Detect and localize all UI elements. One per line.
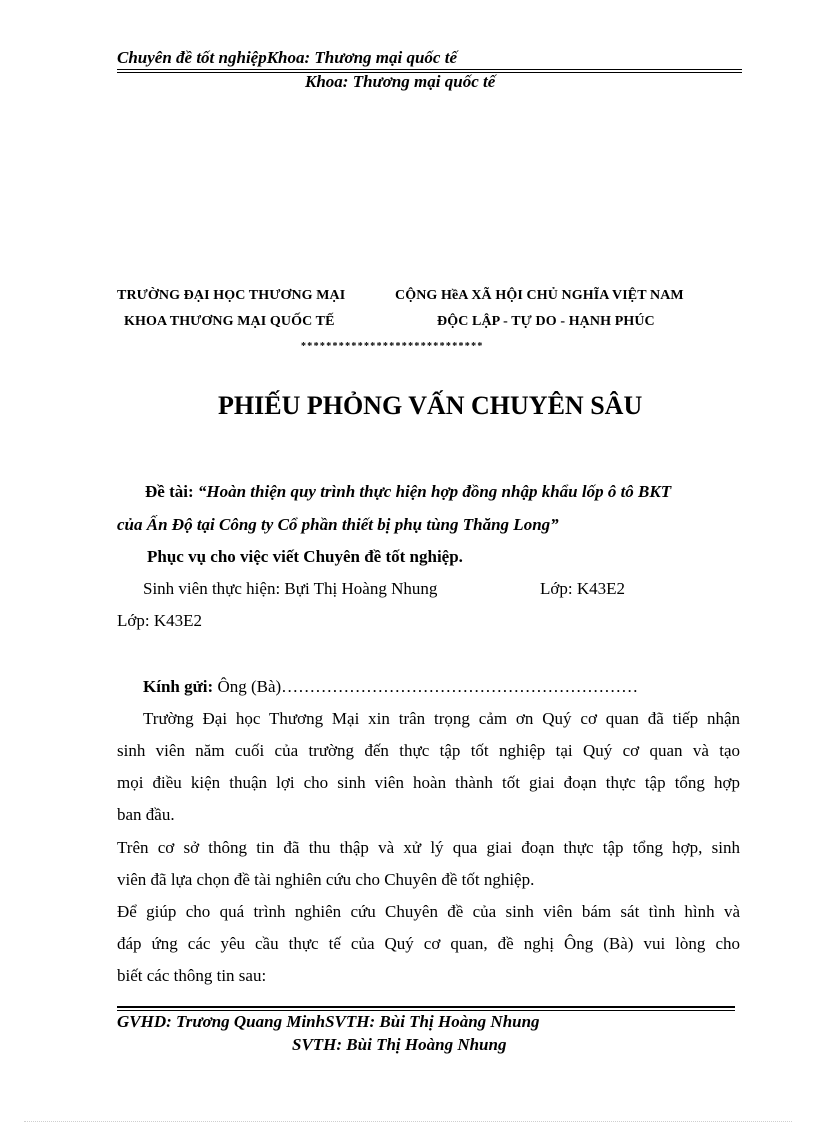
- footer-rule-top: [117, 1006, 735, 1008]
- student-line: [143, 579, 437, 599]
- body-p2-line2: viên đã lựa chọn đề tài nghiên cứu cho Chuyên đề tốt nghiệp.: [117, 870, 535, 889]
- body-p3-line2: [117, 934, 740, 954]
- footer-line1: GVHD: Trương Quang MinhSVTH: Bùi Thị Hoàng Nhung: [117, 1012, 540, 1031]
- footer-line2: SVTH: Bùi Thị Hoàng Nhung: [292, 1035, 507, 1054]
- body-p2-line1: [117, 838, 740, 858]
- topic-label: Đề tài:: [145, 482, 194, 501]
- national-motto: ĐỘC LẬP - TỰ DO - HẠNH PHÚC: [437, 314, 655, 329]
- school-name: TRƯỜNG ĐẠI HỌC THƯƠNG MẠI: [117, 288, 346, 303]
- greeting-line: [143, 677, 638, 697]
- greeting-recipient: Ông (Bà)………………………………………………………: [217, 677, 639, 696]
- topic-text-line2: của Ấn Độ tại Công ty Cổ phần thiết bị phụ tùng Thăng Long”: [117, 515, 559, 534]
- page-bottom-edge: [24, 1121, 792, 1122]
- body-p1-line4: ban đầu.: [117, 805, 175, 824]
- footer-rule-bottom: [117, 1010, 735, 1011]
- topic-line1: [145, 482, 671, 502]
- student-class-line: Lớp: K43E2: [117, 611, 203, 630]
- running-header-line1: Chuyên đề tốt nghiệpKhoa: Thương mại quốc tế: [117, 48, 457, 67]
- body-p3-line1-text: Để giúp cho quá trình nghiên cứu Chuyên đề của sinh viên bám sát tình hình và: [117, 902, 740, 921]
- header-rule-top: [117, 69, 742, 70]
- star-separator: *****************************: [301, 341, 484, 352]
- running-header-line2: Khoa: Thương mại quốc tế: [305, 72, 496, 91]
- student-class-inline: Lớp: K43E2: [540, 579, 626, 598]
- student-label: Sinh viên thực hiện:: [143, 579, 281, 598]
- body-p1-line2: [117, 741, 740, 761]
- body-p1-line3-text: mọi điều kiện thuận lợi cho sinh viên hoàn thành tốt giai đoạn thực tập tổng hợp: [117, 773, 740, 792]
- body-p1-line1-text: Trường Đại học Thương Mại xin trân trọng cảm ơn Quý cơ quan đã tiếp nhận: [143, 709, 740, 728]
- body-p1-line3: [117, 773, 740, 793]
- body-p2-line1-text: Trên cơ sở thông tin đã thu thập và xử lý qua giai đoạn thực tập tổng hợp, sinh: [117, 838, 740, 857]
- national-title: CỘNG HềA XÃ HỘI CHỦ NGHĨA VIỆT NAM: [395, 288, 684, 303]
- body-p1-line1: [143, 709, 740, 729]
- student-name: Bựi Thị Hoàng Nhung: [284, 579, 438, 598]
- topic-text-line1: “Hoàn thiện quy trình thực hiện hợp đồng nhập khẩu lốp ô tô BKT: [197, 482, 672, 501]
- body-p3-line3: biết các thông tin sau:: [117, 966, 267, 985]
- body-p3-line2-text: đáp ứng các yêu cầu thực tế của Quý cơ quan, đề nghị Ông (Bà) vui lòng cho: [117, 934, 740, 953]
- body-p1-line2-text: sinh viên năm cuối của trường đến thực tập tốt nghiệp tại Quý cơ quan và tạo: [117, 741, 740, 760]
- page-title: PHIẾU PHỎNG VẤN CHUYÊN SÂU: [218, 391, 643, 420]
- body-p3-line1: [117, 902, 740, 922]
- greeting-label: Kính gửi:: [143, 677, 214, 696]
- purpose-text: Phục vụ cho việc viết Chuyên đề tốt nghiệp.: [147, 547, 463, 566]
- faculty-name: KHOA THƯƠNG MẠI QUỐC TẾ: [124, 314, 335, 329]
